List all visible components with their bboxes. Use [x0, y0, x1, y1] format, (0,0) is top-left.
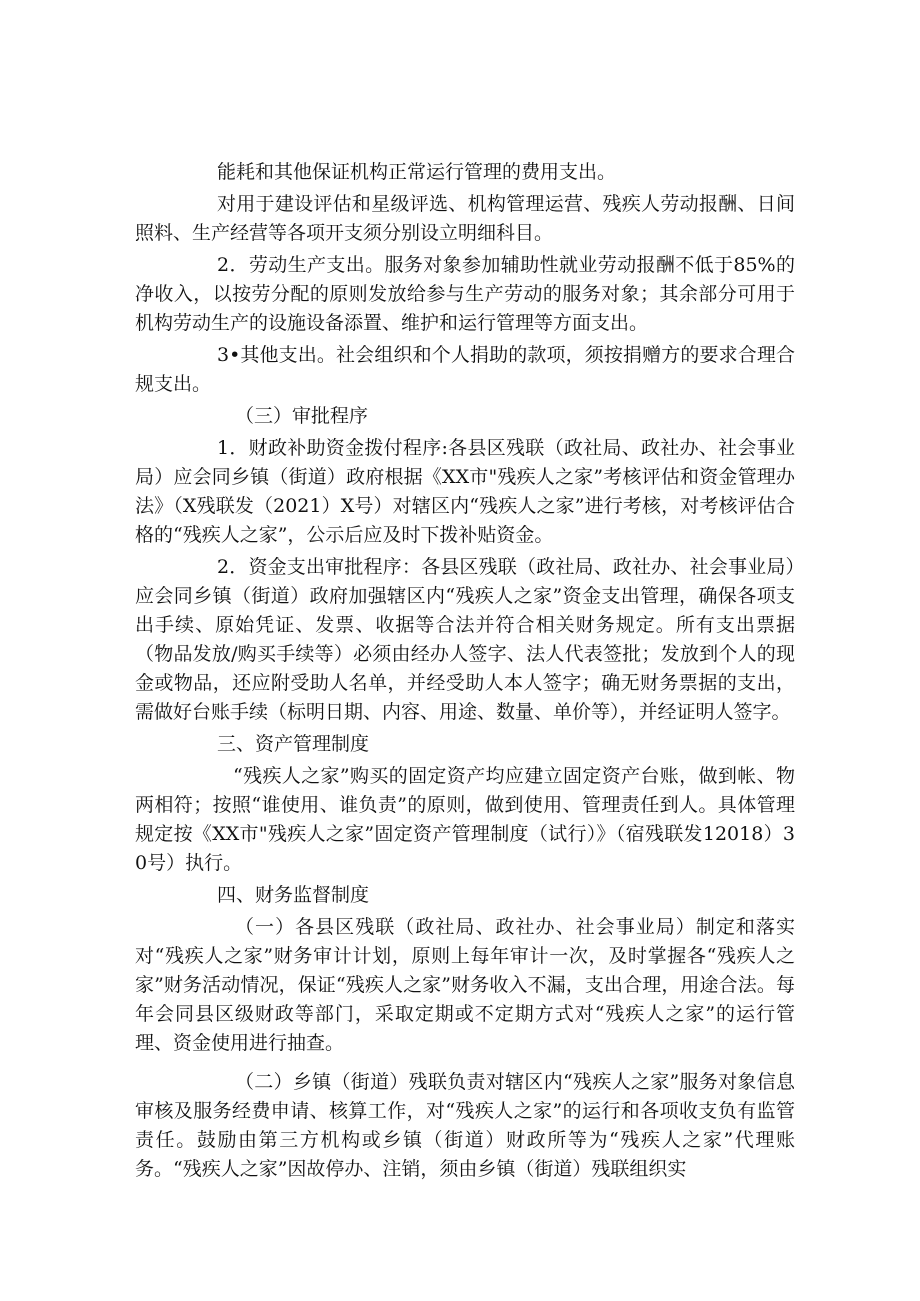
paragraph-audit-plan: （一）各县区残联（政社局、政社办、社会事业局）制定和落实对“残疾人之家”财务审计计划，原则上每年审计一次，及时掌握各“残疾人之家”财务活动情况，保证“残疾人之家”财务收入不漏，支出合理，用途合法。每年会同县区级财政等部门，采取定期或不定期方式对“残疾人之家”的运行管理、资金使用进行抽查。 — [135, 916, 795, 1054]
paragraph-subsidy-allocation: 1．财政补助资金拨付程序:各县区残联（政社局、政社办、社会事业局）应会同乡镇（街道）政府根据《XX市"残疾人之家”考核评估和资金管理办法》（X残联发（2021）X号）对辖区内“残疾人之家”进行考核，对考核评估合格的“残疾人之家”，公示后应及时下拨补贴资金。 — [135, 437, 795, 546]
document-body — [135, 158, 795, 1184]
heading-financial-supervision: 四、财务监督制度 — [217, 884, 370, 906]
paragraph-expense-subjects: 对用于建设评估和星级评选、机构管理运营、残疾人劳动报酬、日间照料、生产经营等各项开支须分别设立明细科目。 — [135, 193, 795, 244]
paragraph-expense-approval: 2．资金支出审批程序：各县区残联（政社局、政社办、社会事业局）应会同乡镇（街道）政府加强辖区内“残疾人之家”资金支出管理，确保各项支出手续、原始凭证、发票、收据等合法并符合相关财务规定。所有支出票据（物品发放/购买手续等）必须由经办人签字、法人代表签批；发放到个人的现金或物品，还应附受助人名单，并经受助人本人签字；确无财务票据的支出，需做好台账手续（标明日期、内容、用途、数量、单价等），并经证明人签字。 — [135, 556, 795, 723]
heading-asset-management: 三、资产管理制度 — [217, 733, 370, 755]
paragraph-township-supervision: （二）乡镇（街道）残联负责对辖区内“残疾人之家”服务对象信息审核及服务经费申请、核算工作，对“残疾人之家”的运行和各项收支负有监管责任。鼓励由第三方机构或乡镇（街道）财政所等为“残疾人之家”代理账务。“残疾人之家”因故停办、注销，须由乡镇（街道）残联组织实 — [135, 1071, 795, 1180]
paragraph-fixed-assets: “残疾人之家”购买的固定资产均应建立固定资产台账，做到帐、物两相符；按照“谁使用、谁负责”的原则，做到使用、管理责任到人。具体管理规定按《XX市"残疾人之家”固定资产管理制度（试行）》（宿残联发12018）30号）执行。 — [135, 765, 795, 874]
heading-approval-procedure: （三）审批程序 — [235, 405, 369, 427]
paragraph-labor-production: 2．劳动生产支出。服务对象参加辅助性就业劳动报酬不低于85%的净收入，以按劳分配的原则发放给参与生产劳动的服务对象；其余部分可用于机构劳动生产的设施设备添置、维护和运行管理等方面支出。 — [135, 254, 795, 334]
paragraph-energy-costs: 能耗和其他保证机构正常运行管理的费用支出。 — [217, 161, 617, 183]
paragraph-other-expenses: 3•其他支出。社会组织和个人捐助的款项，须按捐赠方的要求合理合规支出。 — [135, 344, 795, 395]
